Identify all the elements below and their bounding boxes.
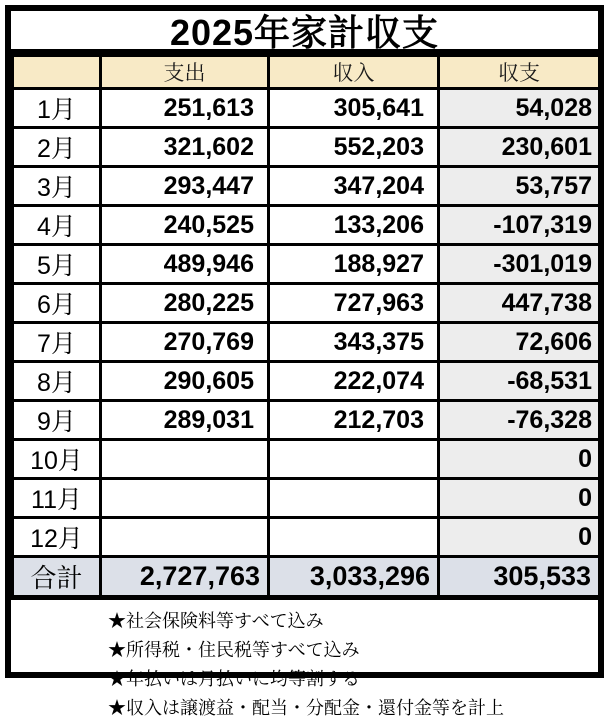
month-label: 3月 [13,167,101,206]
income-value: 188,927 [269,245,439,284]
table-row-aug [13,362,600,401]
table-row-jan [13,89,600,128]
balance-value: -68,531 [439,362,600,401]
balance-value: 230,601 [439,128,600,167]
column-header-income: 収入 [269,56,439,89]
column-header-balance: 収支 [439,56,600,89]
expense-value: 489,946 [101,245,269,284]
income-value: 222,074 [269,362,439,401]
table-row-dec [13,518,600,557]
total-income-value: 3,033,296 [269,557,439,598]
balance-value: 0 [439,518,600,557]
table-row-may [13,245,600,284]
expense-value: 321,602 [101,128,269,167]
balance-value: -301,019 [439,245,600,284]
balance-value: 447,738 [439,284,600,323]
expense-value: 240,525 [101,206,269,245]
income-value [269,479,439,518]
month-label: 1月 [13,89,101,128]
total-row [13,557,600,598]
table-row-mar [13,167,600,206]
expense-value [101,479,269,518]
table-row-jul [13,323,600,362]
total-label: 合計 [13,557,101,598]
budget-table-frame [5,5,604,718]
income-value: 347,204 [269,167,439,206]
expense-value [101,518,269,557]
income-value: 343,375 [269,323,439,362]
expense-value: 293,447 [101,167,269,206]
footnote-social-insurance: ★社会保険料等すべて込み [108,611,324,631]
total-balance-value: 305,533 [439,557,600,598]
income-value: 552,203 [269,128,439,167]
footnote-annual-payments: ★年払いは月払いに均等割する [108,669,360,689]
income-value: 305,641 [269,89,439,128]
expense-value [101,440,269,479]
expense-value: 270,769 [101,323,269,362]
table-row-nov [13,479,600,518]
table-row-jun [13,284,600,323]
income-value: 727,963 [269,284,439,323]
column-header-month [13,56,101,89]
footnote-taxes: ★所得税・住民税等すべて込み [108,640,360,660]
table-row-feb [13,128,600,167]
budget-table [11,54,601,600]
table-row-apr [13,206,600,245]
balance-value: -76,328 [439,401,600,440]
balance-value: 0 [439,479,600,518]
table-row-oct [13,440,600,479]
month-label: 6月 [13,284,101,323]
month-label: 2月 [13,128,101,167]
expense-value: 280,225 [101,284,269,323]
table-row-sep [13,401,600,440]
page-title: 2025年家計収支 [11,11,598,54]
expense-value: 289,031 [101,401,269,440]
header-row [13,56,600,89]
income-value [269,518,439,557]
balance-value: 0 [439,440,600,479]
month-label: 12月 [13,518,101,557]
income-value [269,440,439,479]
month-label: 5月 [13,245,101,284]
income-value: 133,206 [269,206,439,245]
footnote-income-sources: ★収入は譲渡益・配当・分配金・還付金等を計上 [108,698,504,718]
balance-value: 53,757 [439,167,600,206]
column-header-expense: 支出 [101,56,269,89]
month-label: 8月 [13,362,101,401]
income-value: 212,703 [269,401,439,440]
month-label: 9月 [13,401,101,440]
expense-value: 251,613 [101,89,269,128]
month-label: 10月 [13,440,101,479]
balance-value: 72,606 [439,323,600,362]
month-label: 11月 [13,479,101,518]
month-label: 4月 [13,206,101,245]
footnotes [11,600,598,723]
total-expense-value: 2,727,763 [101,557,269,598]
balance-value: 54,028 [439,89,600,128]
balance-value: -107,319 [439,206,600,245]
month-label: 7月 [13,323,101,362]
expense-value: 290,605 [101,362,269,401]
